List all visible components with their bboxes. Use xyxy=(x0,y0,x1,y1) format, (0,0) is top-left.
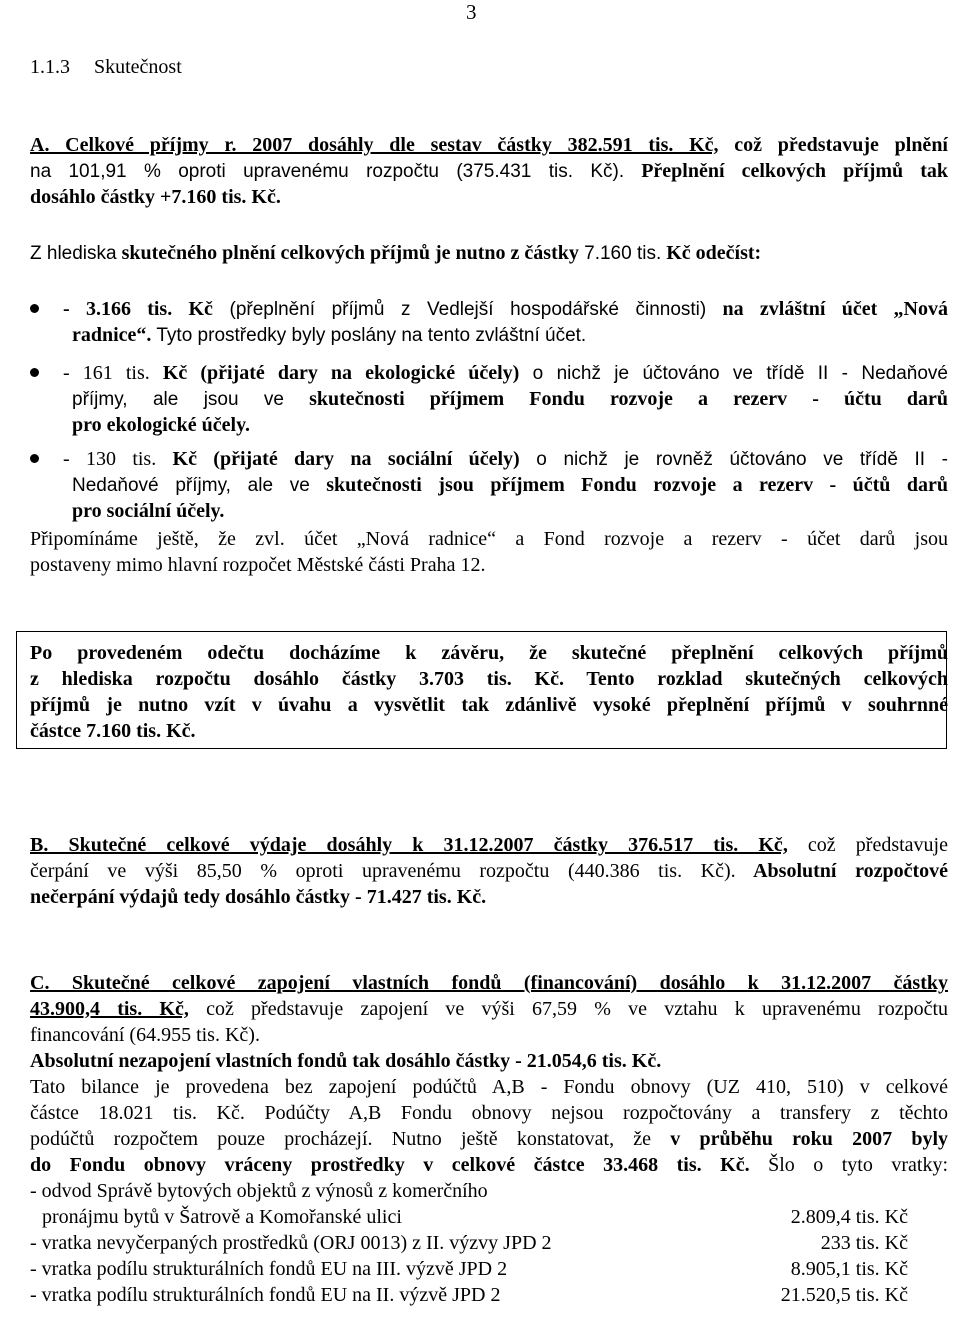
note-line-1: Připomínáme ještě, že zvl. účet „Nová radnice“ a Fond rozvoje a rezerv - účet darů jsou xyxy=(30,528,948,550)
refund-amount: 8.905,1 tis. Kč xyxy=(790,1258,908,1280)
section-a-lead: A. Celkové příjmy r. 2007 dosáhly dle sestav částky 382.591 tis. Kč, xyxy=(30,134,719,156)
heading-number: 1.1.3 xyxy=(30,56,70,78)
section-c-line-1: C. Skutečné celkové zapojení vlastních fondů (financování) dosáhlo k 31.12.2007 částky xyxy=(30,972,948,994)
list-item-1-line-2: radnice“. Tyto prostředky byly poslány na tento zvláštní účet. xyxy=(72,324,587,346)
section-a-line-1: A. Celkové příjmy r. 2007 dosáhly dle sestav částky 382.591 tis. Kč, což představuje plnění xyxy=(30,134,948,156)
refund-item-2: - vratka nevyčerpaných prostředků (ORJ 0013) z II. výzvy JPD 2 233 tis. Kč xyxy=(30,1232,908,1254)
bullet-icon xyxy=(30,304,39,313)
list-item-2-line-2: příjmy, ale jsou ve skutečnosti příjmem Fondu rozvoje a rezerv - účtu darů xyxy=(72,388,949,410)
section-c-line-8: do Fondu obnovy vráceny prostředky v celkové částce 33.468 tis. Kč. Šlo o tyto vratky: xyxy=(30,1154,949,1176)
list-item-1-line-1: - 3.166 tis. Kč (přeplnění příjmů z Vedlejší hospodářské činnosti) na zvláštní účet „Nová xyxy=(63,298,948,320)
note-line-2: postaveny mimo hlavní rozpočet Městské části Praha 12. xyxy=(30,554,486,576)
section-a-line-2: na 101,91 % oproti upravenému rozpočtu (375.431 tis. Kč). Přeplnění celkových příjmů tak xyxy=(30,160,948,182)
section-c-line-2: 43.900,4 tis. Kč, což představuje zapojení ve výši 67,59 % ve vztahu k upravenému rozpočtu xyxy=(30,998,949,1020)
list-item-2-line-1: - 161 tis. Kč (přijaté dary na ekologické účely) o nichž je účtováno ve třídě II - Nedaňové xyxy=(63,362,948,384)
conclusion-line-2: z hlediska rozpočtu dosáhlo částky 3.703 tis. Kč. Tento rozklad skutečných celkových xyxy=(30,668,948,690)
heading-title: Skutečnost xyxy=(94,56,182,78)
conclusion-line-3: příjmů je nutno vzít v úvahu a vysvětlit tak zdánlivě vysoké přeplnění příjmů v souhrnné xyxy=(30,694,948,716)
section-b-line-2: čerpání ve výši 85,50 % oproti upravenému rozpočtu (440.386 tis. Kč). Absolutní rozpočtové xyxy=(30,860,948,882)
section-c-line-5: Tato bilance je provedena bez zapojení podúčtů A,B - Fondu obnovy (UZ 410, 510) v celkové xyxy=(30,1076,948,1098)
bullet-icon xyxy=(30,454,39,463)
refund-item-4: - vratka podílu strukturálních fondů EU na II. výzvě JPD 2 21.520,5 tis. Kč xyxy=(30,1284,908,1306)
section-b-line-1: B. Skutečné celkové výdaje dosáhly k 31.12.2007 částky 376.517 tis. Kč, což představuje xyxy=(30,834,948,856)
refund-item-1-line-2: pronájmu bytů v Šatrově a Komořanské ulici 2.809,4 tis. Kč xyxy=(42,1206,908,1228)
section-a-line-3: dosáhlo částky +7.160 tis. Kč. xyxy=(30,186,281,208)
refund-item-1-line-1: - odvod Správě bytových objektů z výnosů z komerčního xyxy=(30,1180,488,1202)
bullet-icon xyxy=(30,368,39,377)
section-a-paragraph-2: Z hlediska skutečného plnění celkových příjmů je nutno z částky 7.160 tis. Kč odečíst: xyxy=(30,242,762,264)
section-c-line-4: Absolutní nezapojení vlastních fondů tak dosáhlo částky - 21.054,6 tis. Kč. xyxy=(30,1050,662,1072)
list-item-2-line-3: pro ekologické účely. xyxy=(72,414,250,436)
refund-amount: 2.809,4 tis. Kč xyxy=(790,1206,908,1228)
section-c-line-7: podúčtů rozpočtem pouze procházejí. Nutno ještě konstatovat, že v průběhu roku 2007 byly xyxy=(30,1128,948,1150)
refund-amount: 233 tis. Kč xyxy=(820,1232,908,1254)
refund-amount: 21.520,5 tis. Kč xyxy=(780,1284,908,1306)
section-c-line-3: financování (64.955 tis. Kč). xyxy=(30,1024,260,1046)
list-item-3-line-2: Nedaňové příjmy, ale ve skutečnosti jsou příjmem Fondu rozvoje a rezerv - účtů darů xyxy=(72,474,948,496)
section-b-lead: B. Skutečné celkové výdaje dosáhly k 31.12.2007 částky 376.517 tis. Kč, xyxy=(30,834,788,856)
list-item-3-line-3: pro sociální účely. xyxy=(72,500,225,522)
section-b-line-3: nečerpání výdajů tedy dosáhlo částky - 71.427 tis. Kč. xyxy=(30,886,487,908)
conclusion-line-1: Po provedeném odečtu docházíme k závěru, že skutečné přeplnění celkových příjmů xyxy=(30,642,948,664)
conclusion-line-4: částce 7.160 tis. Kč. xyxy=(30,720,196,742)
section-c-line-6: částce 18.021 tis. Kč. Podúčty A,B Fondu obnovy nejsou rozpočtovány a transfery z těchto xyxy=(30,1102,948,1124)
page-number: 3 xyxy=(466,0,477,24)
list-item-3-line-1: - 130 tis. Kč (přijaté dary na sociální účely) o nichž je rovněž účtováno ve třídě II - xyxy=(63,448,948,470)
refund-item-3: - vratka podílu strukturálních fondů EU na III. výzvě JPD 2 8.905,1 tis. Kč xyxy=(30,1258,908,1280)
section-heading xyxy=(30,54,948,80)
